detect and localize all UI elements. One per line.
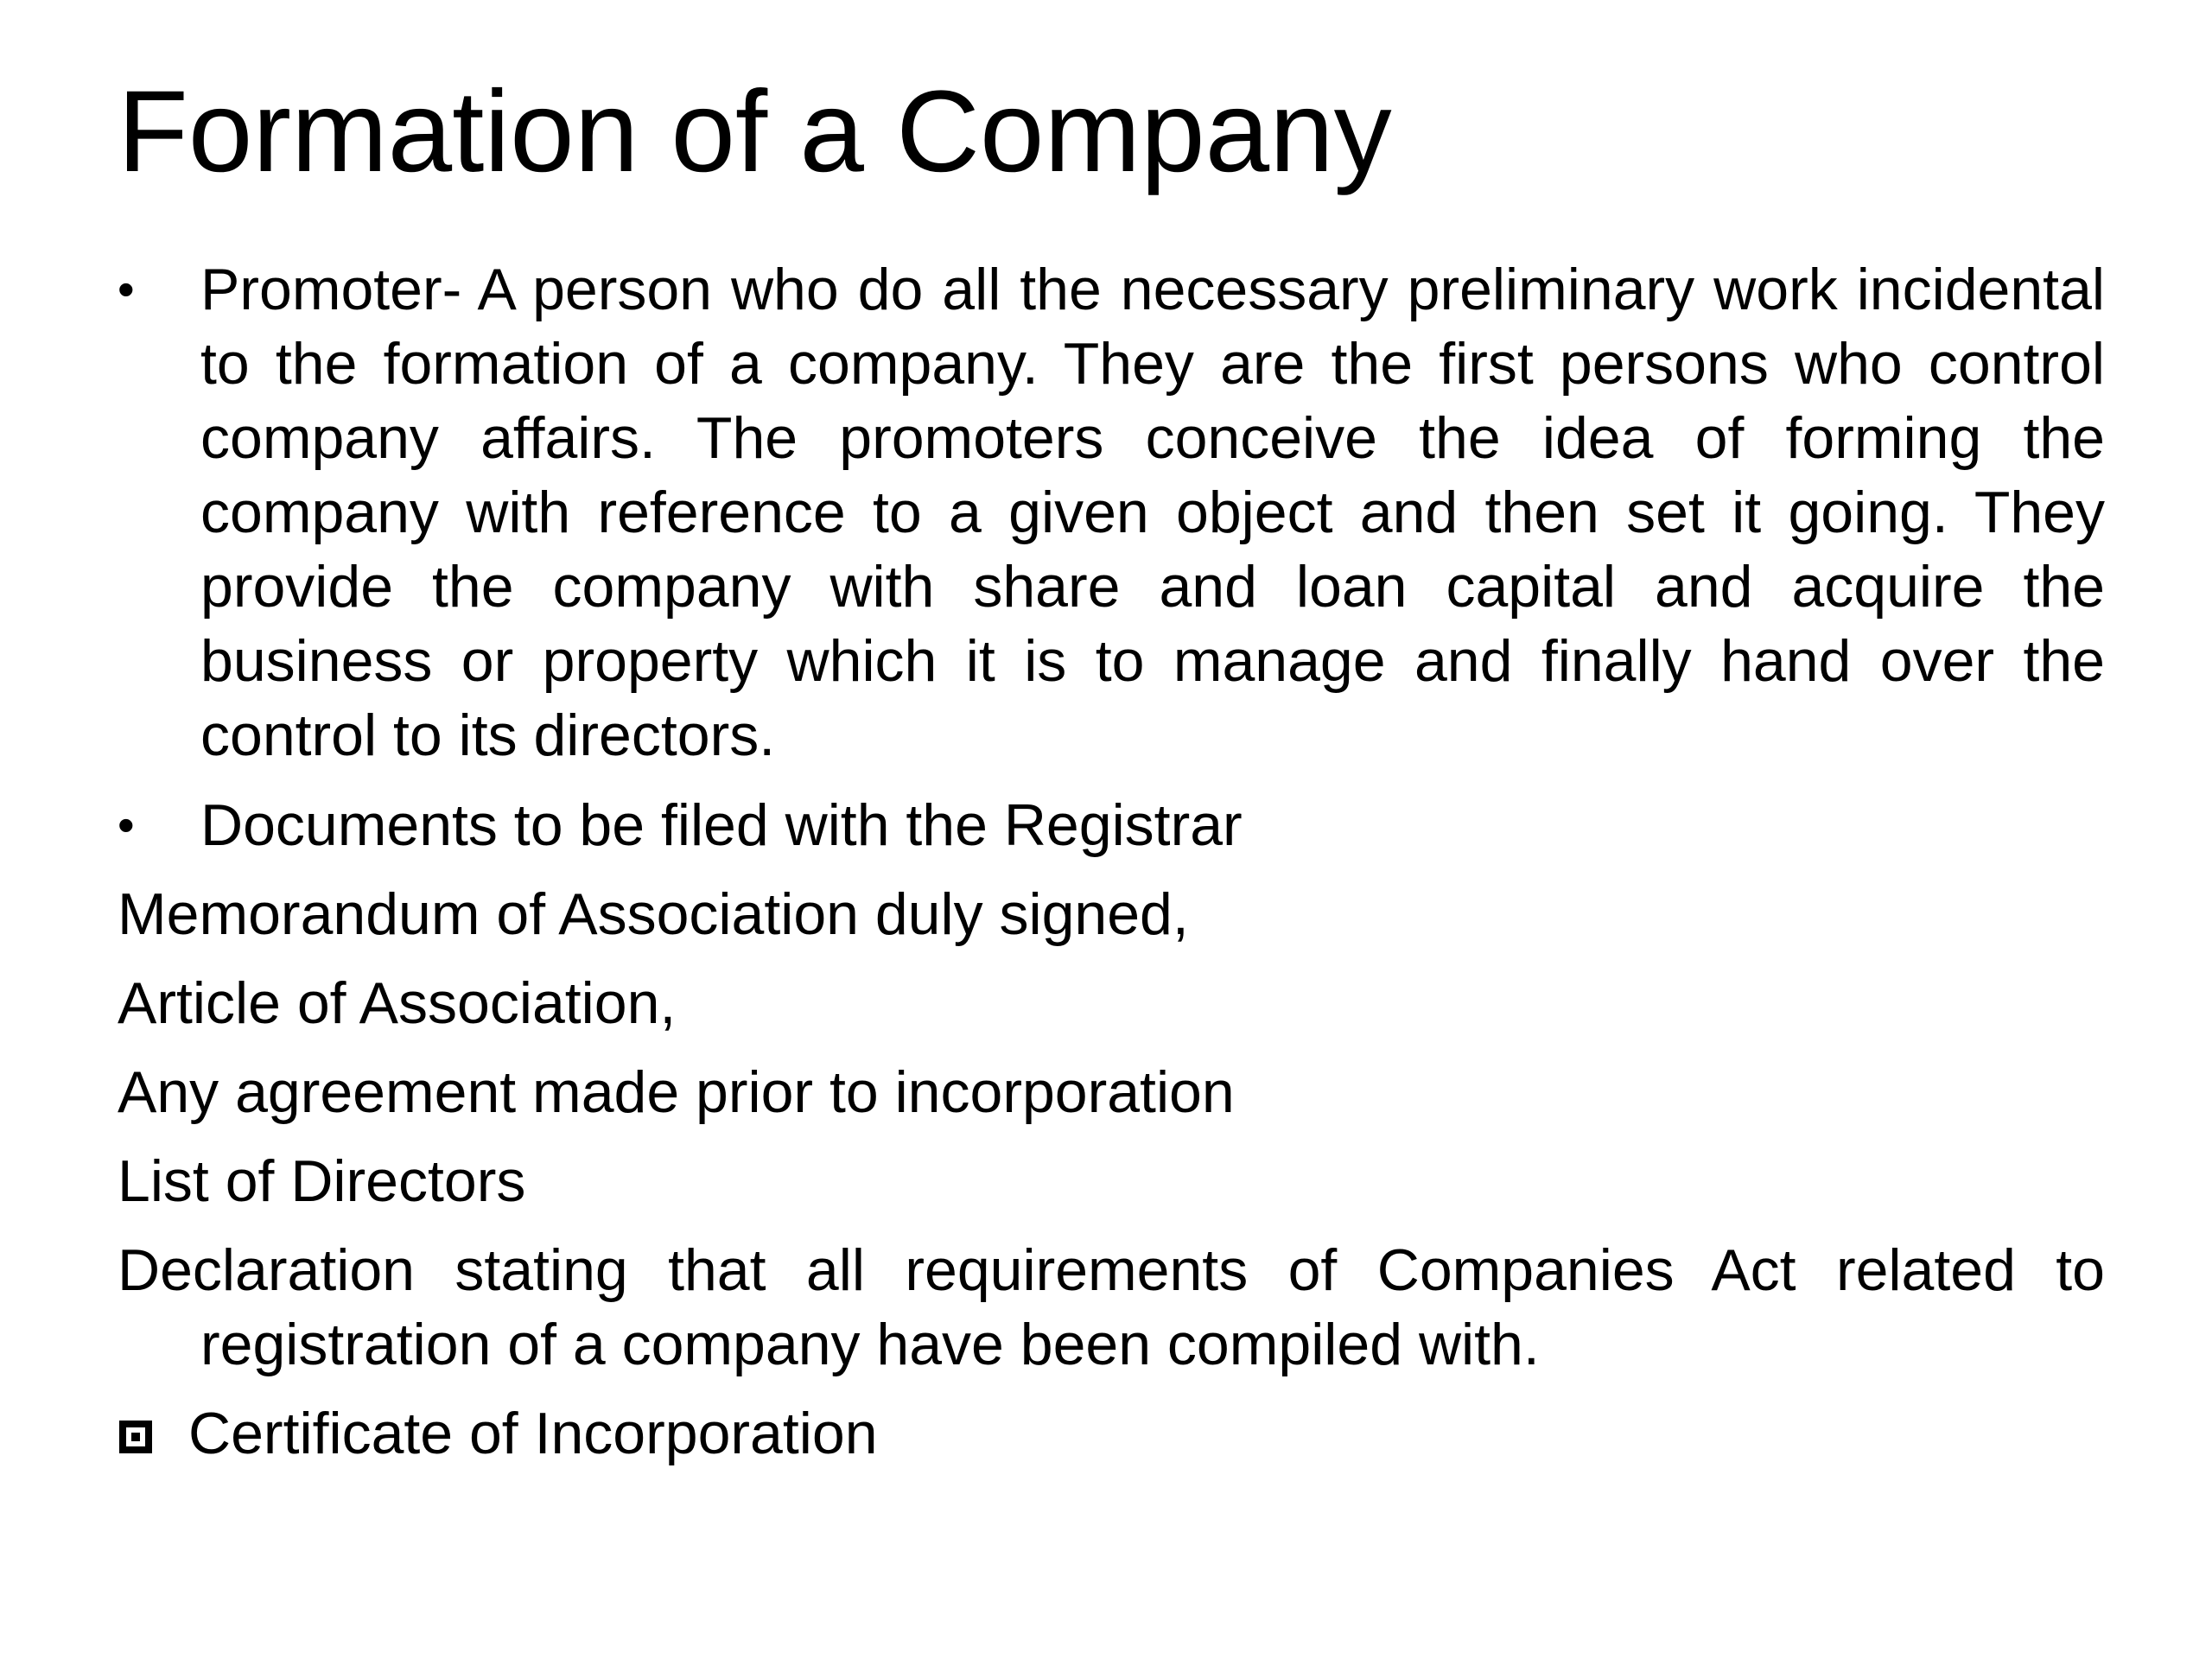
bullet-promoter-text: Promoter- A person who do all the necessary preliminary work incidental to the formation of a company. They are the first persons who control company affairs. The promoters conceive the idea of forming the company with reference to a given object and then set it going. They provide the company with share and loan capital and acquire the business or property which it is to manage and finally hand over the control to its directors.: [200, 257, 2105, 768]
bullet-documents-text: Documents to be filed with the Registrar: [200, 792, 1243, 858]
document-item-articles: Article of Association,: [118, 970, 677, 1036]
bullet-documents: [118, 788, 2105, 862]
document-item-memorandum: Memorandum of Association duly signed,: [118, 881, 1189, 947]
certificate-text: Certificate of Incorporation: [188, 1401, 878, 1466]
slide-title: Formation of a Company: [118, 67, 1392, 196]
document-item-directors: List of Directors: [118, 1148, 526, 1214]
document-item-declaration: Declaration stating that all requirements of Companies Act related to registration of a company have been compiled with.: [118, 1237, 2105, 1377]
square-bullet-icon: [119, 1421, 152, 1453]
document-item-agreement: Any agreement made prior to incorporation: [118, 1059, 1235, 1125]
bullet-promoter: [118, 252, 2105, 772]
certificate-item: [118, 1396, 2105, 1471]
bullet-dot-icon: •: [118, 798, 135, 852]
bullet-dot-icon: •: [118, 262, 135, 316]
slide-body: [118, 252, 2105, 1471]
